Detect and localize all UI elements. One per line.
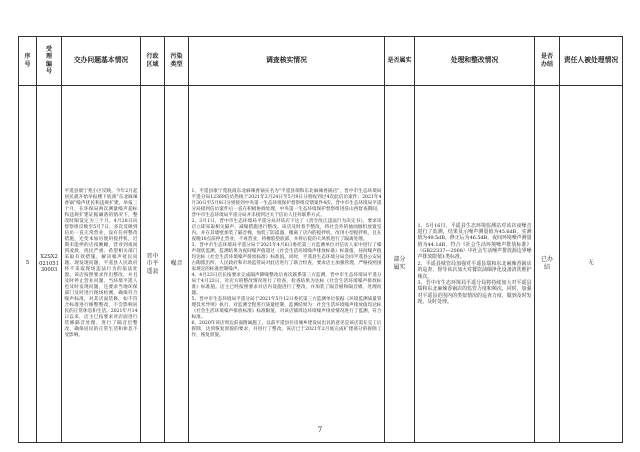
- header-case-no: 受理编号: [37, 37, 62, 86]
- header-accountability: 责任人被处理情况: [560, 37, 623, 86]
- header-issue: 交办问题基本情况: [62, 37, 141, 86]
- cell-pollution-type: 噪音: [165, 86, 189, 443]
- header-pollution-type: 污染类型: [165, 37, 189, 86]
- cell-region: 晋中市平遥县: [141, 86, 165, 443]
- header-region: 行政区域: [141, 37, 165, 86]
- header-investigation: 调查核实情况: [189, 37, 385, 86]
- cell-closed: 已办结: [535, 86, 560, 443]
- cell-issue: 平遥县康宁苑小区反映，今年2月起居民就开始举报楼下底商"东北麻辣香锅"噪声扰民和违规扩建，举报三个月，在环保局两次测量噪声超标和违规扩建证据确凿的情况下，整改时限设定为三个月。4月28日向督察组反映至5月7日，多次反映到信访一直正常营业，没有任何整改措施，还变本加厉使用搅拌机，近期未能停的店夜晚睡，营业到夜间到凌晨，扰民严重。希望相关部门采取有效措施，解决噪声扰民问题。现发现问题，平遥县人民政府将不采取现场违法行为的依法处置。该店按照要求作出整改，并且及时停止营业问题，当环境平遥人也及时发现问题，还要求当地环保部门及时进行现场检测，确保符合噪声标准，对其店面装修，如不符合标准进行修整整改，不会影响居民的正常休息和生活。2021年月14日以来，店主已按要求对店面进行装修隔音处理，进行了隔音层整改，确保居民的正常生活和休息不受影响。: [62, 86, 141, 443]
- page-number: 7: [317, 426, 323, 434]
- cell-investigation: 1、平遥县康宁苑底商东北麻辣香锅实名为"平遥县瑞和东北麻辣香锅店"，晋中市生态环境局平遥分局12369信访热线于2021年2月24日至5月9日分别收到过4次此信访案件；2021年4月30日至5月8日分别接到中央第一生态环境保护督察组反馈案件4次。晋中市生态环境局平遥分局接到信访案件后一直在积极协调处理，中央第一生态环境保护督察组进驻山西督查期间，晋中市生态环境局平遥分局并未接到过关于信访人任何联系方式。 2、3月1日，晋中市生态环境局平遥分局对该店下达了《责令改正违法行为决定书》，要求该店立即采取相关隔声、减噪措施进行整改。该店及时着手整改，将社会外的抽油烟机放置室内，并在其墙壁加装了隔音棉，加装了防震器，搬离了店内的搅拌机，改用小型搅拌机，且在夜晚10点前停止营业，不再营业，将橡胶垫底部，并将后院的大风机进行了隔离处理。 3、晋中市生态环境局平遥分局于2021年4月6日委托第三方监测单位对信访人家中进行了噪声现状监测，监测结果为夜间噪声值超过《社会生活环境噪声排放标准》标准值，昼间噪声值均达标《社会生活环境噪声排放标准》标准值。同时，平遥县生态环境分局会同平遥县公安局古陶派出所、人民政府和市场监管局对此店进行了联合检查，要求店主加强管理，严格按照国家规定的标准控制噪声。 4、4月23日店长按要求完成隔声降噪整改后再次联系第三方监测，晋中市生态环境局平遥分局于4月23日，对店方的整改情况进行了检查，检查结果为达标《社会生活环境噪声排放标准》标准值。店主已经按照要求对店内设施进行了整改，并加装了隔音板和隔音棉，处理问题。 5、晋中市生态环境局平遥分局于2021年5月12日委托第三方监测单位依据《环境监测质量管理技术导则》执行，对监测全程进行质量控制，监测结果为：社会生活环境噪声排放值均达标《社会生活环境噪声排放标准》标准限值，对该店铺周边环境噪声排放情况进行了监测，符合标准。 6、2020年该店周边前面附属施工，以前平遥县住房城乡建设局出具的意见是该店需在完工后拆除，达到恢复原貌的要求，并进行了整改。该店已于2021年2月底完成扩建部分的拆除工作，恢复原貌。: [189, 86, 385, 443]
- header-verified: 是否属实: [385, 37, 415, 86]
- table-row: [19, 86, 623, 443]
- header-closed: 是否办结: [535, 37, 560, 86]
- header-seq: 序号: [19, 37, 37, 86]
- table-header-row: [19, 37, 623, 86]
- cell-accountability: 无: [560, 86, 623, 443]
- cell-verified: 部分属实: [385, 86, 415, 443]
- cell-case-no: X2SX202105130003: [37, 86, 62, 443]
- header-handling: 处理和整改情况: [415, 37, 535, 86]
- cell-handling: 1、5月16日，平遥县生态环境监测站对该店夜噪音进行了监测，结果显示噪声测量值为45.6dB，实测值为49.5dB，修正后为46.5dB，夜间环境噪声测量值为44.1dB，符合《社会生活环境噪声排放标准》（GB22337—2008）中社会生活噪声排放源边界噪声排放限值1类标准。 2、平遥县城管局加强对平遥县瑞和东北麻辣香锅店的巡查，督导该店加大对餐饮油烟净化设备清洗维护频次。 3、晋中市生态环境局平遥分局将持续加大对平遥县瑞和东北麻辣香锅店的监管力度和频次，同时，加强对平遥县范围内的类似情况的巡查力度，做到及时发现，及时处理。: [415, 86, 535, 443]
- complaint-table: [18, 36, 623, 443]
- cell-seq: 5: [19, 86, 37, 443]
